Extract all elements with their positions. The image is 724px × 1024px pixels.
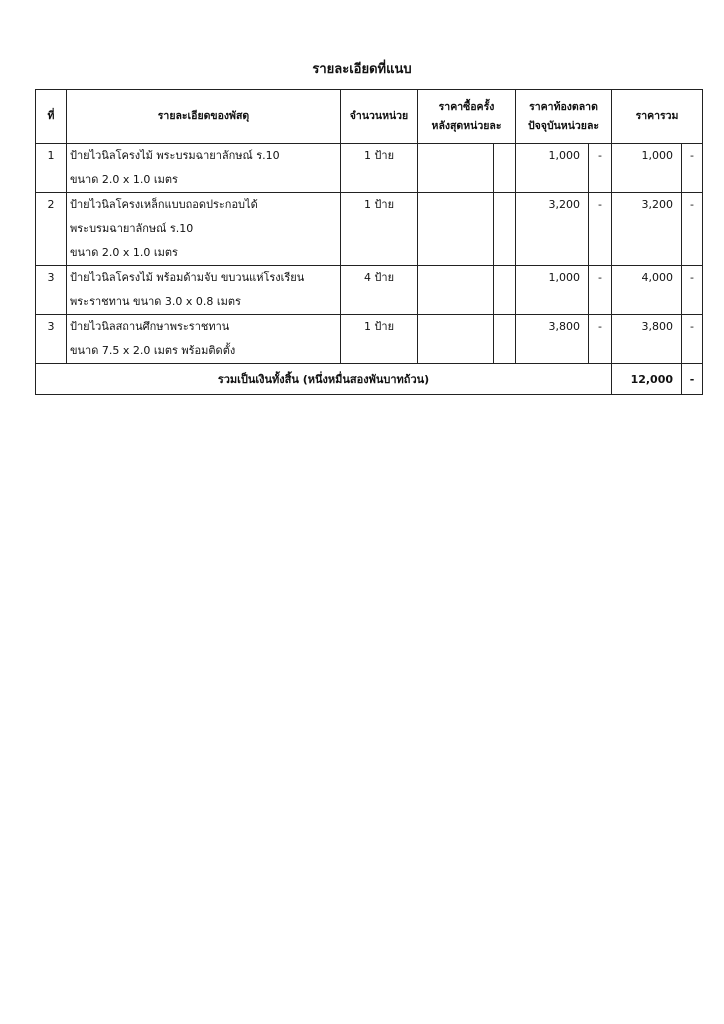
row-market-satang: - (589, 315, 612, 364)
row-market-price: 3,200 (516, 193, 589, 266)
row-last-satang (494, 315, 516, 364)
row-last-price (418, 266, 494, 315)
header-market-price-line2: ปัจจุบันหน่วยละ (527, 119, 600, 132)
row-market-price: 1,000 (516, 144, 589, 193)
row-market-satang: - (589, 193, 612, 266)
row-total-satang: - (682, 315, 703, 364)
header-qty: จำนวนหน่วย (341, 90, 418, 144)
row-total: 1,000 (612, 144, 682, 193)
detail-line: ขนาด 7.5 x 2.0 เมตร พร้อมติดตั้ง (70, 344, 236, 357)
header-market-price (516, 90, 612, 144)
row-detail (67, 315, 341, 364)
grand-total-row (36, 364, 703, 395)
row-qty: 1 ป้าย (341, 315, 418, 364)
grand-total-value: 12,000 (612, 364, 682, 395)
row-last-satang (494, 144, 516, 193)
row-market-satang: - (589, 144, 612, 193)
table-row (36, 315, 703, 364)
row-last-price (418, 315, 494, 364)
grand-total-satang: - (682, 364, 703, 395)
header-last-price-line1: ราคาซื้อครั้ง (438, 100, 495, 113)
row-total-satang: - (682, 193, 703, 266)
detail-line: ขนาด 2.0 x 1.0 เมตร (70, 246, 178, 259)
detail-line: พระบรมฉายาลักษณ์ ร.10 (70, 222, 194, 235)
header-last-price-line2: หลังสุดหน่วยละ (431, 119, 502, 132)
row-no: 2 (36, 193, 67, 266)
details-table (35, 89, 703, 395)
row-detail (67, 193, 341, 266)
row-last-satang (494, 266, 516, 315)
row-no: 3 (36, 266, 67, 315)
row-last-satang (494, 193, 516, 266)
header-detail: รายละเอียดของพัสดุ (67, 90, 341, 144)
row-market-satang: - (589, 266, 612, 315)
detail-line: ป้ายไวนิลสถานศึกษาพระราชทาน (70, 320, 230, 333)
detail-line: ขนาด 2.0 x 1.0 เมตร (70, 173, 178, 186)
header-market-price-line1: ราคาท้องตลาด (529, 100, 598, 113)
row-total-satang: - (682, 144, 703, 193)
row-no: 1 (36, 144, 67, 193)
header-row (36, 90, 703, 144)
document-title: รายละเอียดที่แนบ (312, 62, 412, 77)
row-total-satang: - (682, 266, 703, 315)
row-total: 3,200 (612, 193, 682, 266)
header-total: ราคารวม (612, 90, 703, 144)
row-qty: 1 ป้าย (341, 144, 418, 193)
header-last-price (418, 90, 516, 144)
row-no: 3 (36, 315, 67, 364)
header-no: ที่ (36, 90, 67, 144)
row-last-price (418, 193, 494, 266)
detail-line: ป้ายไวนิลโครงไม้ พระบรมฉายาลักษณ์ ร.10 (70, 149, 280, 162)
row-detail (67, 266, 341, 315)
row-detail (67, 144, 341, 193)
grand-total-label: รวมเป็นเงินทั้งสิ้น (หนึ่งหมื่นสองพันบาทถ้วน) (36, 364, 612, 395)
table-row (36, 193, 703, 266)
table-row (36, 266, 703, 315)
table-row (36, 144, 703, 193)
row-market-price: 3,800 (516, 315, 589, 364)
row-qty: 1 ป้าย (341, 193, 418, 266)
detail-line: ป้ายไวนิลโครงเหล็กแบบถอดประกอบได้ (70, 198, 258, 211)
row-market-price: 1,000 (516, 266, 589, 315)
detail-line: ป้ายไวนิลโครงไม้ พร้อมด้ามจับ ขบวนแห่โรงเรียน (70, 271, 305, 284)
row-last-price (418, 144, 494, 193)
row-total: 3,800 (612, 315, 682, 364)
row-total: 4,000 (612, 266, 682, 315)
row-qty: 4 ป้าย (341, 266, 418, 315)
detail-line: พระราชทาน ขนาด 3.0 x 0.8 เมตร (70, 295, 241, 308)
